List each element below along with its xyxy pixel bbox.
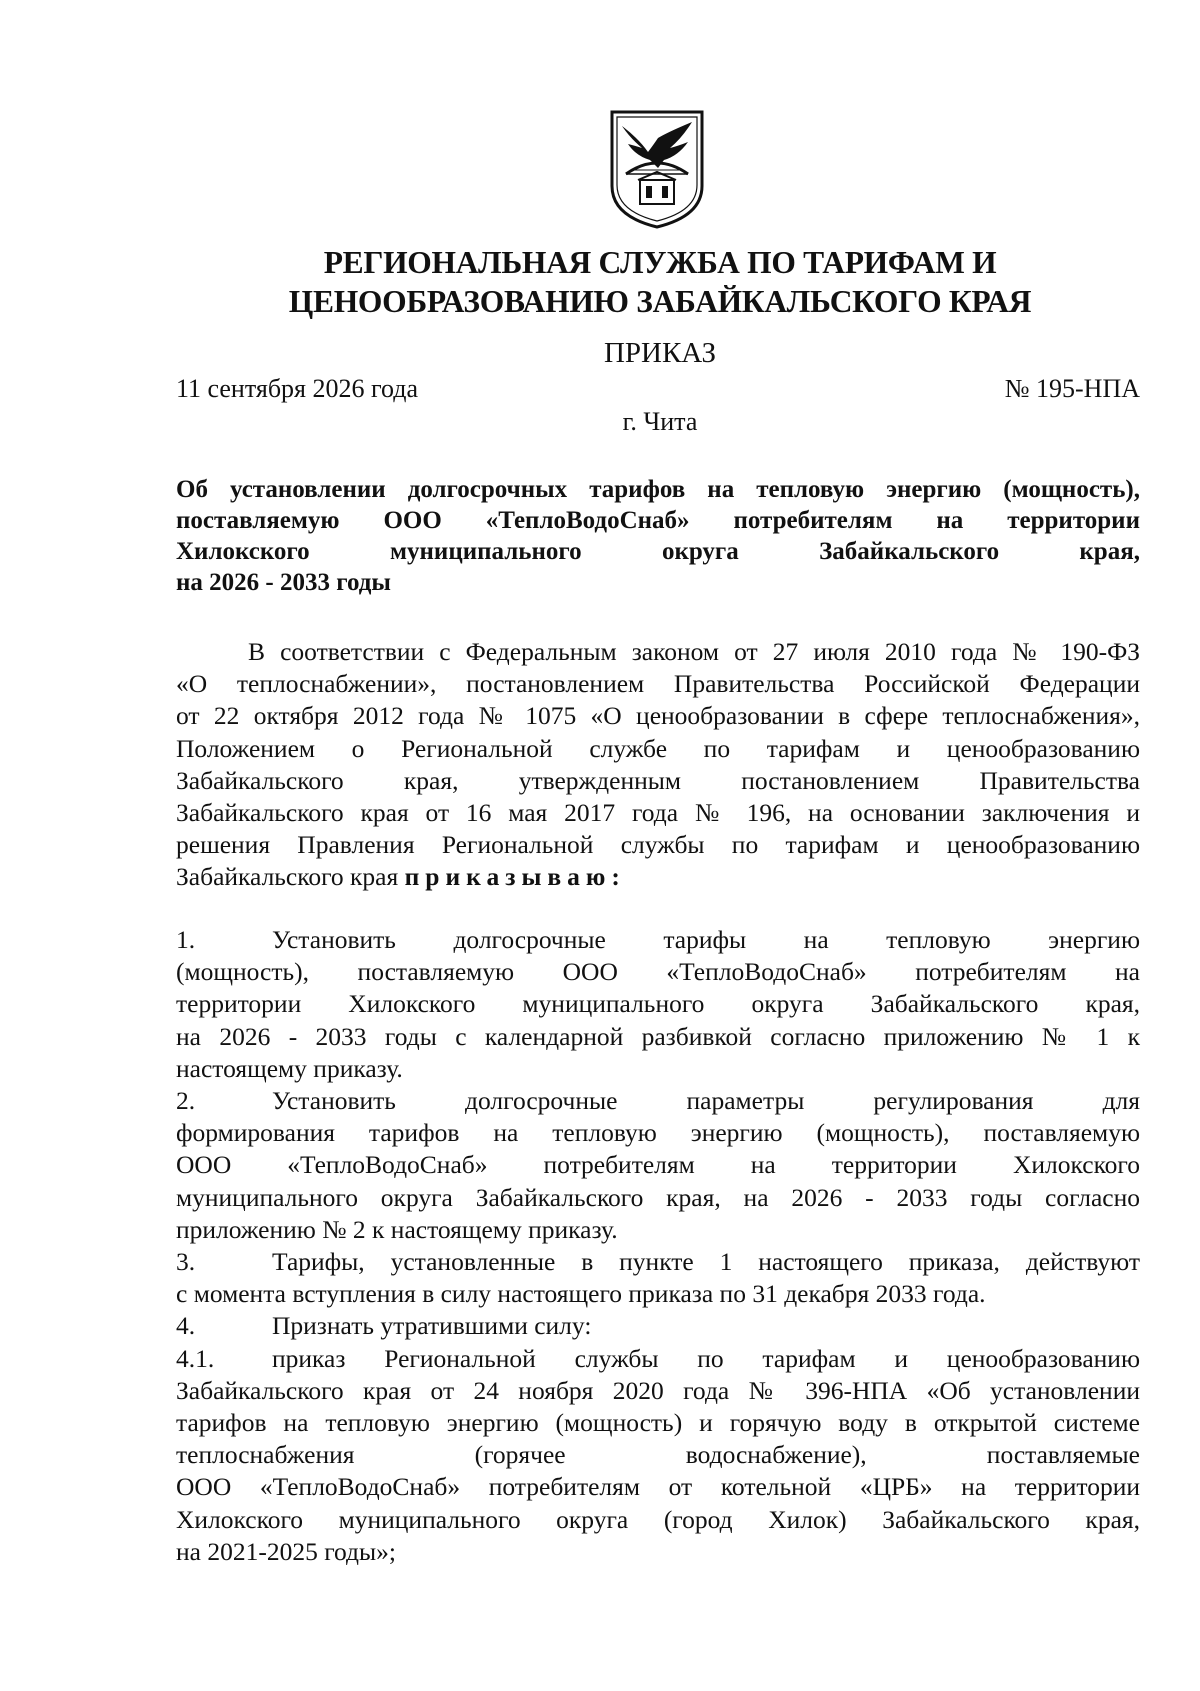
item-2-line: приложению № 2 к настоящему приказу. [176, 1214, 618, 1244]
item-3-line [176, 1246, 1140, 1278]
item-text: Установить долгосрочные тарифы на тепловую энергию [272, 925, 1140, 954]
item-4-1-line: ООО «ТеплоВодоСнаб» потребителям от котельной «ЦРБ» на территории [176, 1472, 1140, 1502]
order-number: № 195-НПА [1004, 374, 1140, 403]
order-city: г. Чита [622, 407, 698, 436]
coat-of-arms-icon [608, 108, 706, 230]
item-text: Признать утратившими силу: [272, 1311, 592, 1341]
order-directive: приказываю: [404, 862, 626, 892]
preamble-line: В соответствии с Федеральным законом от 27 июля 2010 года № 190-ФЗ [248, 637, 1140, 666]
preamble-line-text: Забайкальского края [176, 862, 399, 892]
subject-line: Об установлении долгосрочных тарифов на тепловую энергию (мощность), [176, 476, 1140, 503]
preamble-line: Положением о Региональной службе по тарифам и ценообразованию [176, 733, 1140, 763]
item-2-line: формирования тарифов на тепловую энергию (мощность), поставляемую [176, 1118, 1140, 1148]
preamble-line: Забайкальского края от 16 мая 2017 года № 196, на основании заключения и [176, 798, 1140, 828]
order-date: 11 сентября 2026 года [176, 374, 419, 403]
preamble-line: от 22 октября 2012 года № 1075 «О ценообразовании в сфере теплоснабжения», [176, 701, 1140, 731]
item-1-line: на 2026 - 2033 годы с календарной разбивкой согласно приложению № 1 к [176, 1021, 1140, 1051]
item-1-line: территории Хилокского муниципального округа Забайкальского края, [176, 989, 1140, 1019]
item-text: Тарифы, установленные в пункте 1 настоящего приказа, действуют [272, 1247, 1140, 1277]
item-4-line [176, 1310, 1140, 1342]
item-2-line: ООО «ТеплоВодоСнаб» потребителям на территории Хилокского [176, 1150, 1140, 1180]
item-4-1-line: тарифов на тепловую энергию (мощность) и горячую воду в открытой системе [176, 1408, 1140, 1438]
order-items [176, 924, 1140, 1568]
item-4-1-line [176, 1343, 1140, 1375]
item-4-1-line: теплоснабжения (горячее водоснабжение), поставляемые [176, 1440, 1140, 1470]
item-4-1-line: Хилокского муниципального округа (город Хилок) Забайкальского края, [176, 1504, 1140, 1534]
order-subject [176, 474, 1140, 598]
agency-name-line1: РЕГИОНАЛЬНАЯ СЛУЖБА ПО ТАРИФАМ И [323, 245, 997, 280]
subject-line: поставляемую ООО «ТеплоВодоСнаб» потребителям на территории [176, 507, 1140, 534]
item-1-line: настоящему приказу. [176, 1053, 403, 1083]
preamble-line: решения Правления Региональной службы по тарифам и ценообразованию [176, 830, 1140, 860]
document-type: ПРИКАЗ [603, 337, 717, 369]
item-number: 3. [176, 1247, 196, 1277]
subject-line: Хилокского муниципального округа Забайкальского края, [176, 538, 1140, 565]
item-4-1-line: на 2021-2025 годы»; [176, 1536, 396, 1566]
item-2-line [176, 1085, 1140, 1117]
item-number: 4.1. [176, 1343, 215, 1373]
item-text: приказ Региональной службы по тарифам и ценообразованию [272, 1343, 1140, 1373]
item-3-line: с момента вступления в силу настоящего приказа по 31 декабря 2033 года. [176, 1279, 986, 1309]
subject-line: на 2026 - 2033 годы [176, 569, 391, 596]
preamble-line: Забайкальского края, утвержденным постановлением Правительства [176, 765, 1140, 795]
preamble-line: «О теплоснабжении», постановлением Правительства Российской Федерации [176, 669, 1140, 699]
agency-name [0, 243, 1200, 321]
item-number: 2. [176, 1086, 196, 1116]
agency-name-line2: ЦЕНООБРАЗОВАНИЮ ЗАБАЙКАЛЬСКОГО КРАЯ [288, 284, 1032, 319]
preamble-paragraph [176, 636, 1140, 894]
preamble-line [176, 861, 1140, 893]
item-4-1-line: Забайкальского края от 24 ноября 2020 года № 396-НПА «Об установлении [176, 1375, 1140, 1405]
item-number: 1. [176, 925, 196, 954]
item-number: 4. [176, 1311, 196, 1341]
item-1-line [176, 924, 1140, 956]
item-text: Установить долгосрочные параметры регулирования для [272, 1086, 1140, 1116]
item-2-line: муниципального округа Забайкальского края, на 2026 - 2033 годы согласно [176, 1182, 1140, 1212]
item-1-line: (мощность), поставляемую ООО «ТеплоВодоСнаб» потребителям на [176, 957, 1140, 987]
